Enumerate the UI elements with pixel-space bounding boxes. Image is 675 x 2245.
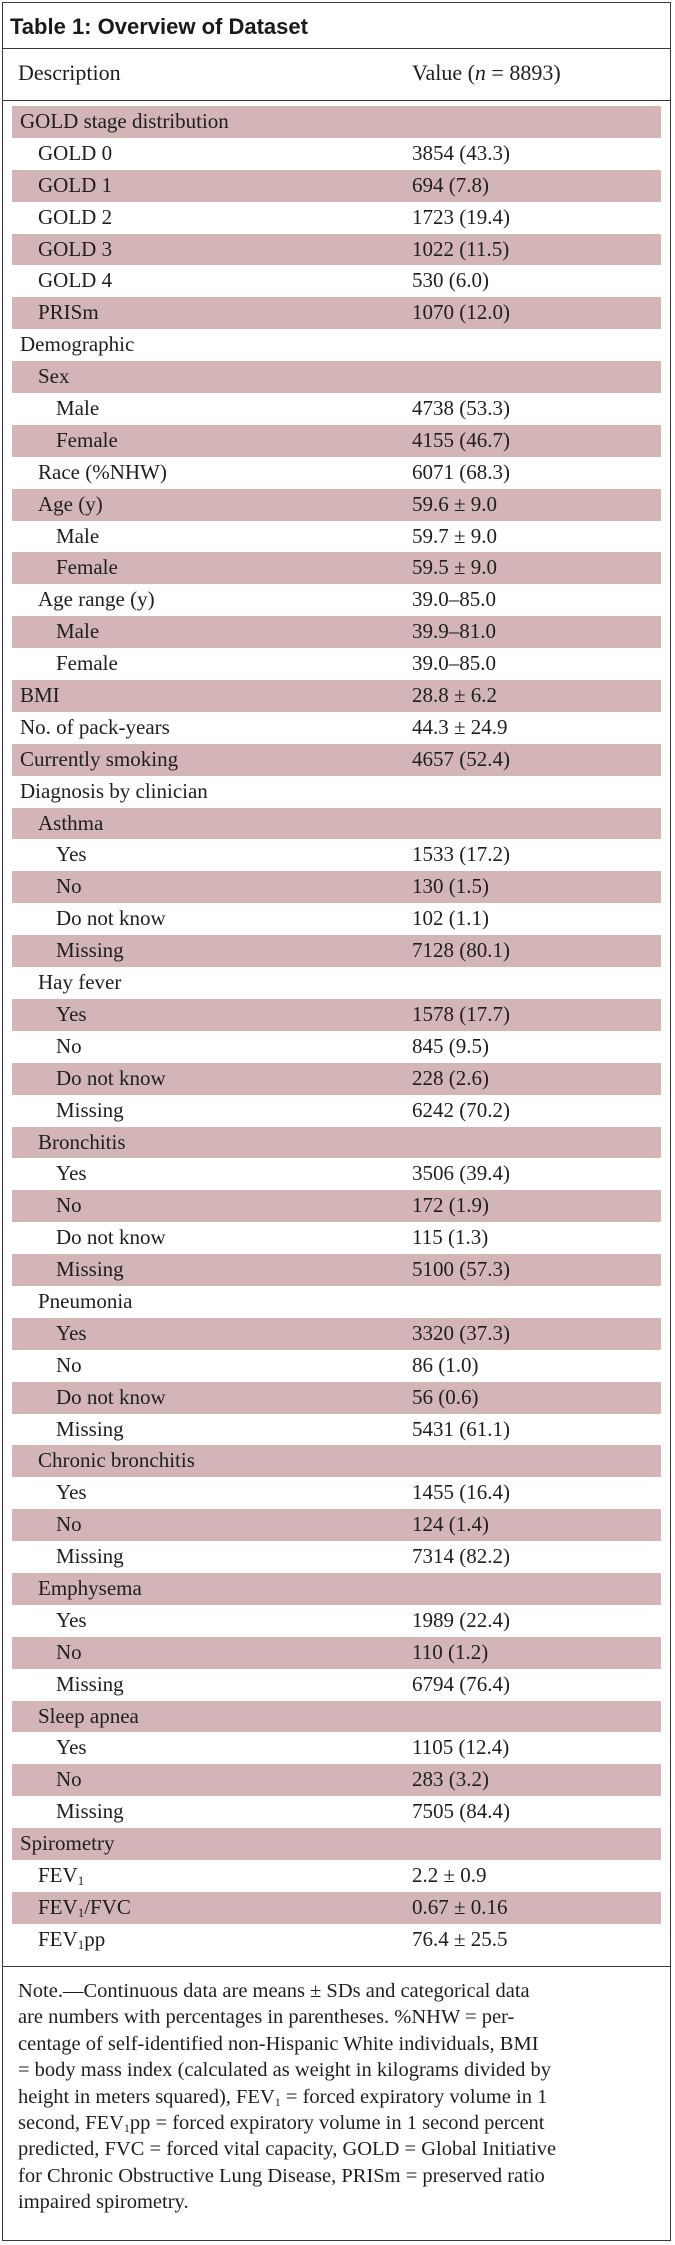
row-label: Female [56,427,118,452]
row-value: 3854 (43.3) [412,140,510,165]
table-row [2,744,671,776]
row-label: Missing [56,1257,124,1282]
table-row [2,361,671,393]
table-row [2,808,671,840]
row-label: Do not know [56,1384,166,1409]
table-row [2,648,671,680]
table-note [18,1978,658,2216]
table-row [2,1605,671,1637]
table-row [2,1190,671,1222]
note-line: impaired spirometry. [18,2191,189,2214]
table-row [2,265,671,297]
row-label: Female [56,651,118,676]
note-line: for Chronic Obstructive Lung Disease, PRISm = preserved ratio [18,2164,545,2187]
table-row [2,1573,671,1605]
table-row [2,1254,671,1286]
row-label: BMI [20,683,60,708]
table-row [2,489,671,521]
table-row [2,1828,671,1860]
table-body [2,106,671,1956]
table-row [2,1318,671,1350]
row-value: 6242 (70.2) [412,1097,510,1122]
note-line: = body mass index (calculated as weight in kilograms divided by [18,2059,552,2082]
row-label: GOLD 4 [38,268,113,293]
table-row [2,425,671,457]
column-header-value: Value (n = 8893) [412,60,561,85]
row-label: GOLD stage distribution [20,109,229,133]
row-value: 845 (9.5) [412,1033,489,1058]
row-label: Age range (y) [38,587,155,612]
table-row [2,871,671,903]
row-value: 59.6 ± 9.0 [412,491,498,516]
row-label: PRISm [38,300,99,325]
table-row [2,106,671,138]
row-label: Do not know [56,906,166,931]
row-label: Missing [56,1097,124,1122]
row-label: Race (%NHW) [38,459,167,484]
row-value: 44.3 ± 24.9 [412,714,508,739]
row-label: Missing [56,1799,124,1824]
table-row [2,1924,671,1956]
table-row [2,967,671,999]
table-row [2,234,671,266]
row-label: Missing [56,938,124,963]
row-value: 1989 (22.4) [412,1607,510,1632]
row-label: Diagnosis by clinician [20,778,208,803]
table-row [2,457,671,489]
row-shading [12,999,661,1031]
table-row [2,1350,671,1382]
row-label: Missing [56,1544,124,1569]
table-row [2,1732,671,1764]
row-value: 4738 (53.3) [412,396,510,421]
row-label: No [56,1352,82,1377]
table-row [2,680,671,712]
row-label: No [56,1512,82,1537]
row-label: Yes [56,1320,87,1345]
row-value: 7314 (82.2) [412,1544,510,1569]
table-row [2,616,671,648]
row-shading [12,808,661,840]
row-value: 28.8 ± 6.2 [412,683,498,708]
table-row [2,935,671,967]
row-label: No [56,1193,82,1218]
row-label: Missing [56,1671,124,1696]
row-value: 1533 (17.2) [412,842,510,867]
row-value: 102 (1.1) [412,906,489,931]
row-value: 172 (1.9) [412,1193,489,1218]
row-value: 59.5 ± 9.0 [412,555,498,580]
row-shading [12,1190,661,1222]
row-value: 283 (3.2) [412,1767,489,1792]
table-row [2,1541,671,1573]
table-row [2,584,671,616]
table-row [2,1127,671,1159]
row-label: Yes [56,1607,87,1632]
row-label: Yes [56,1735,87,1760]
row-label: GOLD 3 [38,236,113,261]
row-value: 1455 (16.4) [412,1480,510,1505]
row-value: 228 (2.6) [412,1065,489,1090]
table-row [2,393,671,425]
table-row [2,712,671,744]
row-label: Yes [56,842,87,867]
table-row [2,1286,671,1318]
row-value: 56 (0.6) [412,1384,479,1409]
row-shading [12,1764,661,1796]
row-label: GOLD 1 [38,172,113,197]
table-row [2,1031,671,1063]
row-value: 124 (1.4) [412,1512,489,1537]
row-value: 530 (6.0) [412,268,489,293]
table-row [2,1158,671,1190]
row-label: GOLD 0 [38,140,113,165]
row-label: No [56,1033,82,1058]
row-label: Bronchitis [38,1129,126,1154]
row-label: No [56,1639,82,1664]
row-label: Yes [56,1161,87,1186]
table-row [2,1063,671,1095]
table-row [2,1764,671,1796]
row-value: 4155 (46.7) [412,427,510,452]
row-label: No. of pack-years [20,714,170,739]
row-label: Yes [56,1480,87,1505]
row-shading [12,680,661,712]
table-row [2,1669,671,1701]
row-value: 4657 (52.4) [412,746,510,771]
table-row [2,1796,671,1828]
row-value: 694 (7.8) [412,172,489,197]
row-shading [12,361,661,393]
table-row [2,1637,671,1669]
row-label: Age (y) [38,491,103,516]
row-value: 76.4 ± 25.5 [412,1926,508,1951]
row-value: 86 (1.0) [412,1352,479,1377]
row-label: Emphysema [38,1575,142,1600]
row-label: No [56,1767,82,1792]
row-label: Do not know [56,1065,166,1090]
table-row [2,138,671,170]
table-row [2,297,671,329]
table-row [2,1382,671,1414]
table-row [2,1222,671,1254]
row-label: Male [56,619,100,644]
row-value: 1022 (11.5) [412,236,510,261]
row-value: 1578 (17.7) [412,1001,510,1026]
table-row [2,1892,671,1924]
table-row [2,202,671,234]
note-line: second, $FEV_1pp$ = forced expiratory volume in 1 second percent [18,2112,545,2136]
table-row [2,839,671,871]
row-value: 1105 (12.4) [412,1735,510,1760]
row-label: $FEV_1$/FVC [38,1894,131,1920]
table-row [2,552,671,584]
row-label: Chronic bronchitis [38,1448,195,1473]
row-label: Pneumonia [38,1288,133,1313]
note-line: centage of self-identified non-Hispanic White individuals, BMI [18,2032,539,2055]
row-value: 1723 (19.4) [412,204,510,229]
row-shading [12,1637,661,1669]
table-row [2,1095,671,1127]
table-row [2,329,671,361]
row-value: 6071 (68.3) [412,459,510,484]
row-label: Demographic [20,332,135,357]
table-row [2,521,671,553]
row-label: Yes [56,1001,87,1026]
table-row [2,1701,671,1733]
table-row [2,1414,671,1446]
row-value: 1070 (12.0) [412,300,510,325]
note-line: height in meters squared), $FEV_1$ = forced expiratory volume in 1 [18,2085,548,2109]
table-row [2,1477,671,1509]
table-row [2,903,671,935]
note-line: Note.—Continuous data are means ± SDs and categorical data [18,1980,530,2002]
row-value: 130 (1.5) [412,874,489,899]
row-label: Missing [56,1416,124,1441]
row-value: 6794 (76.4) [412,1671,510,1696]
table-row [2,170,671,202]
row-shading [12,297,661,329]
row-value: 110 (1.2) [412,1639,489,1664]
table-row [2,1860,671,1892]
row-label: Male [56,523,100,548]
row-value: 0.67 ± 0.16 [412,1894,508,1919]
row-value: 115 (1.3) [412,1225,489,1250]
row-value: 39.0–85.0 [412,587,496,612]
row-value: 3506 (39.4) [412,1161,510,1186]
row-shading [12,616,661,648]
row-value: 7505 (84.4) [412,1799,510,1824]
table-row [2,999,671,1031]
row-label: Female [56,555,118,580]
row-value: 2.2 ± 0.9 [412,1862,487,1887]
row-shading [12,871,661,903]
row-label: Currently smoking [20,746,179,771]
row-value: 3320 (37.3) [412,1320,510,1345]
row-label: $FEV_1pp$ [38,1926,106,1952]
row-label: No [56,874,82,899]
row-shading [12,1509,661,1541]
row-label: GOLD 2 [38,204,113,229]
row-label: Sex [38,364,70,389]
row-label: Spirometry [20,1831,115,1856]
note-line: predicted, FVC = forced vital capacity, GOLD = Global Initiative [18,2138,557,2161]
table-row [2,1509,671,1541]
table-title: Table 1: Overview of Dataset [10,14,308,39]
row-label: Asthma [38,810,104,835]
row-shading [12,1318,661,1350]
row-label: Sleep apnea [38,1703,139,1728]
row-value: 7128 (80.1) [412,938,510,963]
row-label: Male [56,396,100,421]
row-value: 39.0–85.0 [412,651,496,676]
row-value: 5431 (61.1) [412,1416,510,1441]
row-label: Do not know [56,1225,166,1250]
row-shading [12,489,661,521]
row-value: 59.7 ± 9.0 [412,523,498,548]
row-label: $FEV_1$ [38,1862,85,1888]
top-rule [2,48,671,49]
row-value: 39.9–81.0 [412,619,496,644]
row-value: 5100 (57.3) [412,1257,510,1282]
note-line: are numbers with percentages in parentheses. %NHW = per- [18,2006,515,2029]
table-row [2,1445,671,1477]
column-header-description: Description [18,60,121,85]
table-row [2,776,671,808]
bottom-rule [2,1966,671,1967]
header-rule [2,100,671,101]
row-label: Hay fever [38,970,122,995]
